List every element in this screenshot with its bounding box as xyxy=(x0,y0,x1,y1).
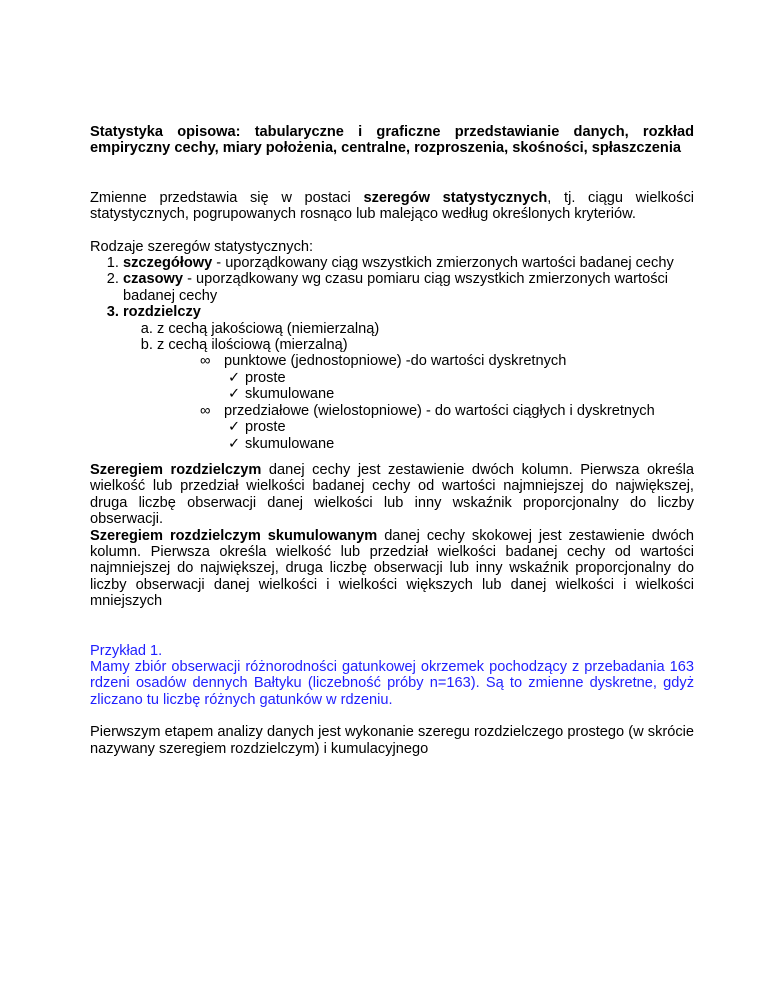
document-page xyxy=(90,124,694,757)
series-type-name: rozdzielczy xyxy=(123,304,201,321)
definition-text: danej cechy jest zestawienie dwóch kolumn. Pierwsza określa wielkość lub przedział wielkości badanej cechy od wartości najmniejszej do największej, druga liczbę obserwacji danej wielkości lub inny wskaźnik proporcjonalny do liczby obserwacji. xyxy=(90,461,694,528)
checkmark-icon: ✓ xyxy=(228,369,241,386)
quant-type-list xyxy=(157,353,694,451)
series-type-item xyxy=(123,255,694,271)
series-type-desc: - uporządkowany wg czasu pomiaru ciąg wszystkich zmierzonych wartości badanej cechy xyxy=(123,271,669,304)
definition-text: danej cechy skokowej jest zestawienie dwóch kolumn. Pierwsza określa wielkość lub przedział wielkości badanej cechy od wartości najmniejszej do największej, druga liczbę obserwacji lub inny wskaźnik proporcjonalny do liczby obserwacji danej wielkości i wielkości większych lub danej wielkości i wielkości mniejszych xyxy=(90,527,694,610)
quant-type-label: punktowe (jednostopniowe) -do wartości dyskretnych xyxy=(224,353,567,370)
check-item-label: skumulowane xyxy=(245,435,335,452)
checkmark-icon: ✓ xyxy=(228,435,241,452)
check-list xyxy=(224,419,694,452)
intro-bold-term: szeregów statystycznych xyxy=(363,189,548,206)
check-list xyxy=(224,370,694,403)
check-item xyxy=(228,370,694,386)
types-heading: Rodzaje szeregów statystycznych: xyxy=(90,238,314,255)
check-item xyxy=(228,419,694,435)
definition-cumulative-series xyxy=(90,528,694,610)
series-types-list xyxy=(90,255,694,452)
definition-term: Szeregiem rozdzielczym skumulowanym xyxy=(90,527,378,544)
check-item xyxy=(228,436,694,452)
series-type-name: szczegółowy xyxy=(123,255,213,272)
example-heading: Przykład 1. xyxy=(90,642,163,659)
quant-type-item xyxy=(200,403,694,452)
subtype-label: z cechą ilościową (mierzalną) xyxy=(157,337,348,354)
intro-paragraph xyxy=(90,190,694,223)
definition-term: Szeregiem rozdzielczym xyxy=(90,461,262,478)
closing-paragraph: Pierwszym etapem analizy danych jest wykonanie szeregu rozdzielczego prostego (w skrócie nazywany szeregiem rozdzielczym) i kumulacyjnego xyxy=(90,724,694,757)
check-item-label: proste xyxy=(245,369,286,386)
checkmark-icon: ✓ xyxy=(228,419,241,436)
quant-type-label: przedziałowe (wielostopniowe) - do wartości ciągłych i dyskretnych xyxy=(224,402,655,419)
check-item xyxy=(228,386,694,402)
series-type-item xyxy=(123,304,694,452)
subtype-item xyxy=(157,337,694,452)
document-title: Statystyka opisowa: tabularyczne i graficzne przedstawianie danych, rozkład empiryczny cechy, miary położenia, centralne, rozproszenia, skośności, spłaszczenia xyxy=(90,124,694,157)
example-text: Mamy zbiór obserwacji różnorodności gatunkowej okrzemek pochodzący z przebadania 163 rdzeni osadów dennych Bałtyku (liczebność próby n=163). Są to zmienne dyskretne, gdyż zliczano tu liczbę różnych gatunków w rdzeniu. xyxy=(90,658,694,708)
check-item-label: skumulowane xyxy=(245,386,335,403)
intro-text-before: Zmienne przedstawia się w postaci xyxy=(90,189,364,206)
checkmark-icon: ✓ xyxy=(228,386,241,403)
check-item-label: proste xyxy=(245,419,286,436)
series-type-name: czasowy xyxy=(123,271,184,288)
quant-type-item xyxy=(200,353,694,402)
infinity-bullet-icon: ∞ xyxy=(200,402,211,419)
subtype-item: a. z cechą jakościową (niemierzalną) xyxy=(157,321,694,337)
intro-text-after: , tj. ciągu wielkości statystycznych, pogrupowanych rosnąco lub malejąco według określonych kryteriów. xyxy=(90,189,695,223)
series-type-item xyxy=(123,271,694,304)
series-type-desc: - uporządkowany ciąg wszystkich zmierzonych wartości badanej cechy xyxy=(212,255,674,272)
infinity-bullet-icon: ∞ xyxy=(200,353,211,370)
definition-distribution-series xyxy=(90,462,694,528)
subtype-list xyxy=(123,321,694,452)
